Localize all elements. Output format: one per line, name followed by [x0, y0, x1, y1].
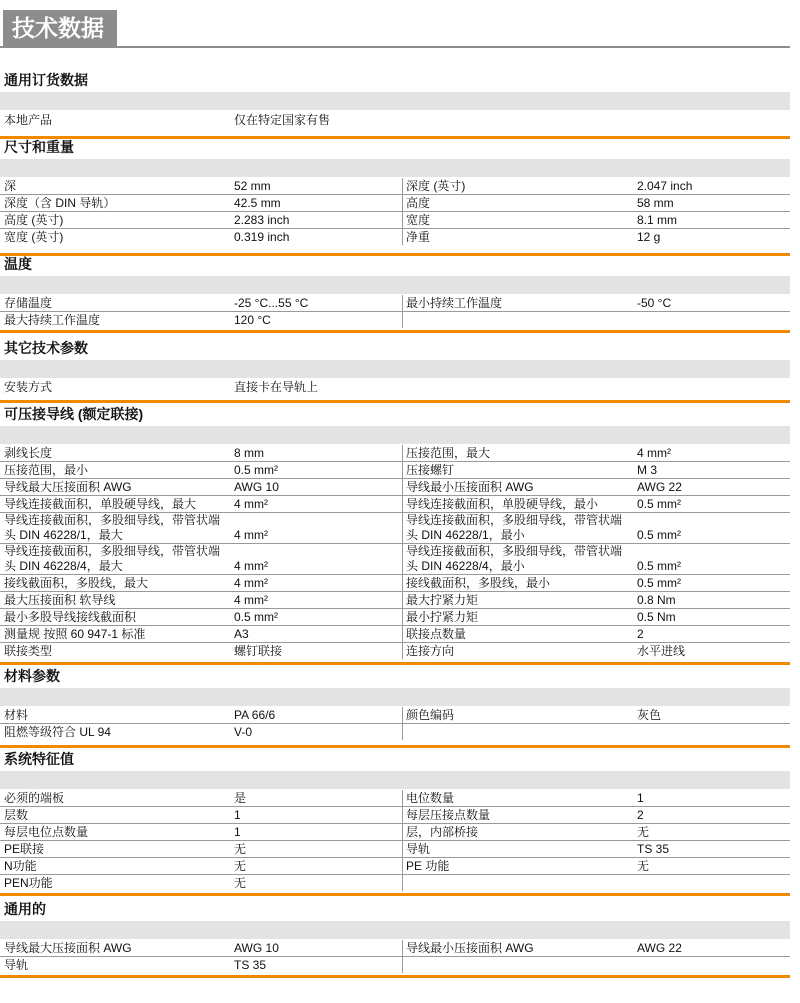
table-row: [0, 707, 790, 724]
spec-value: 120 °C: [234, 313, 271, 327]
column-divider: [402, 875, 403, 891]
column-divider: [402, 609, 403, 625]
spec-label: PE联接: [4, 842, 45, 856]
table-row: [0, 111, 790, 128]
spec-label: 最小持续工作温度: [406, 296, 503, 310]
spec-label: 最大压接面积 软导线: [4, 593, 116, 607]
spec-label: 接线截面积，多股线，最小: [406, 576, 551, 590]
spec-value: 无: [637, 825, 650, 839]
spec-label: 导线连接截面积，单股硬导线，最小: [406, 497, 599, 511]
spec-value: 52 mm: [234, 179, 271, 193]
section-title: 系统特征值: [4, 751, 74, 767]
spec-label: 颜色编码: [406, 708, 455, 722]
table-row: [0, 496, 790, 513]
section-rows: [0, 790, 790, 891]
section-band: [0, 688, 790, 706]
spec-label: 最大持续工作温度: [4, 313, 101, 327]
column-divider: [402, 592, 403, 608]
spec-value: 2: [637, 808, 644, 822]
spec-value: 无: [234, 859, 247, 873]
spec-label: 联接类型: [4, 644, 53, 658]
spec-value: 是: [234, 791, 247, 805]
column-divider: [402, 858, 403, 874]
column-divider: [402, 957, 403, 973]
table-row: [0, 379, 790, 395]
column-divider: [402, 445, 403, 461]
section-title: 材料参数: [4, 668, 60, 684]
column-divider: [402, 178, 403, 194]
table-row: [0, 513, 790, 544]
spec-value: TS 35: [637, 842, 670, 856]
spec-value: 0.5 mm²: [637, 576, 682, 590]
column-divider: [402, 462, 403, 478]
spec-value: 0.5 mm²: [234, 463, 279, 477]
section-rows: [0, 445, 790, 659]
spec-value: 4 mm²: [234, 559, 268, 573]
section-band: [0, 276, 790, 294]
page-title: 技术数据: [3, 10, 117, 46]
table-row: [0, 195, 790, 212]
table-row: [0, 312, 790, 328]
spec-value: 58 mm: [637, 196, 674, 210]
spec-label: 每层电位点数量: [4, 825, 89, 839]
column-divider: [402, 575, 403, 591]
table-row: [0, 626, 790, 643]
section-title: 其它技术参数: [4, 340, 88, 356]
spec-label: 净重: [406, 230, 431, 244]
spec-label: 深: [4, 179, 17, 193]
spec-label: 必须的端板: [4, 791, 65, 805]
spec-value: AWG 10: [234, 480, 279, 494]
spec-value: 4 mm²: [234, 497, 268, 511]
spec-value: 无: [637, 859, 650, 873]
table-row: [0, 940, 790, 957]
section-divider: [0, 400, 790, 403]
spec-label: 宽度 (英寸): [4, 230, 64, 244]
column-divider: [402, 707, 403, 723]
spec-value: 0.5 Nm: [637, 610, 676, 624]
spec-value: 水平进线: [637, 644, 686, 658]
spec-value: 4 mm²: [234, 528, 268, 542]
section-rows: [0, 178, 790, 245]
column-divider: [402, 195, 403, 211]
spec-value: 0.5 mm²: [637, 528, 682, 542]
spec-value: AWG 22: [637, 480, 682, 494]
spec-label: 导线最大压接面积 AWG: [4, 480, 132, 494]
column-divider: [402, 479, 403, 495]
spec-value: 无: [234, 842, 247, 856]
table-row: [0, 824, 790, 841]
spec-value: 0.319 inch: [234, 230, 290, 244]
spec-label: 存储温度: [4, 296, 53, 310]
spec-label: 导轨: [406, 842, 431, 856]
spec-label: 本地产品: [4, 113, 53, 127]
spec-value: 1: [234, 825, 241, 839]
spec-label: 测量规 按照 60 947-1 标准: [4, 627, 146, 641]
section-title: 通用订货数据: [4, 72, 88, 88]
spec-value: TS 35: [234, 958, 267, 972]
table-row: [0, 790, 790, 807]
spec-value: 0.5 mm²: [234, 610, 279, 624]
title-bar: [0, 10, 790, 48]
spec-label: N功能: [4, 859, 37, 873]
spec-value: 2.283 inch: [234, 213, 290, 227]
section-divider: [0, 975, 790, 978]
section-rows: [0, 707, 790, 740]
column-divider: [402, 312, 403, 328]
spec-label: 深度 (英寸): [406, 179, 466, 193]
spec-label: 连接方向: [406, 644, 455, 658]
section-band: [0, 159, 790, 177]
spec-label: 剥线长度: [4, 446, 53, 460]
spec-value: 4 mm²: [234, 593, 268, 607]
section-title: 可压接导线 (额定联接): [4, 406, 144, 422]
spec-value: 8 mm: [234, 446, 264, 460]
spec-value: 4 mm²: [637, 446, 671, 460]
column-divider: [402, 229, 403, 245]
column-divider: [402, 513, 403, 543]
spec-value: PA 66/6: [234, 708, 276, 722]
section-band: [0, 921, 790, 939]
spec-value: 2: [637, 627, 644, 641]
spec-label: 导轨: [4, 958, 29, 972]
section-divider: [0, 330, 790, 333]
section-rows: [0, 379, 790, 395]
spec-value: 仅在特定国家有售: [234, 113, 331, 127]
spec-value: 0.8 Nm: [637, 593, 676, 607]
column-divider: [402, 496, 403, 512]
table-row: [0, 841, 790, 858]
spec-value: AWG 10: [234, 941, 279, 955]
spec-label: 深度（含 DIN 导轨）: [4, 196, 116, 210]
table-row: [0, 858, 790, 875]
section-band: [0, 92, 790, 110]
column-divider: [402, 295, 403, 311]
section-band: [0, 360, 790, 378]
table-row: [0, 544, 790, 575]
spec-value: 灰色: [637, 708, 662, 722]
spec-value: 0.5 mm²: [637, 559, 682, 573]
spec-label: 导线连接截面积，多股细导线，带管状端 头 DIN 46228/1，最小: [406, 513, 623, 542]
column-divider: [402, 544, 403, 574]
spec-label: 压接范围，最小: [4, 463, 89, 477]
spec-label: 接线截面积，多股线，最大: [4, 576, 149, 590]
table-row: [0, 479, 790, 496]
table-row: [0, 807, 790, 824]
spec-value: 12 g: [637, 230, 661, 244]
spec-value: A3: [234, 627, 249, 641]
section-title: 温度: [4, 256, 32, 272]
table-row: [0, 212, 790, 229]
spec-label: 层，内部桥接: [406, 825, 479, 839]
spec-label: 导线连接截面积，多股细导线，带管状端 头 DIN 46228/4，最小: [406, 544, 623, 573]
spec-label: 电位数量: [406, 791, 455, 805]
table-row: [0, 875, 790, 891]
column-divider: [402, 724, 403, 740]
spec-label: 联接点数量: [406, 627, 467, 641]
spec-label: 高度: [406, 196, 431, 210]
spec-value: 螺钉联接: [234, 644, 283, 658]
column-divider: [402, 940, 403, 956]
spec-label: 每层压接点数量: [406, 808, 491, 822]
section-divider: [0, 893, 790, 896]
spec-value: 42.5 mm: [234, 196, 281, 210]
spec-label: 导线最小压接面积 AWG: [406, 941, 534, 955]
column-divider: [402, 807, 403, 823]
column-divider: [402, 841, 403, 857]
section-divider: [0, 136, 790, 139]
table-row: [0, 445, 790, 462]
table-row: [0, 592, 790, 609]
table-row: [0, 575, 790, 592]
column-divider: [402, 824, 403, 840]
spec-value: -25 °C...55 °C: [234, 296, 309, 310]
table-row: [0, 724, 790, 740]
spec-label: 最大拧紧力矩: [406, 593, 479, 607]
spec-label: 最小拧紧力矩: [406, 610, 479, 624]
spec-value: 1: [637, 791, 644, 805]
spec-value: 直接卡在导轨上: [234, 380, 319, 394]
spec-label: 导线最小压接面积 AWG: [406, 480, 534, 494]
section-rows: [0, 940, 790, 973]
table-row: [0, 178, 790, 195]
column-divider: [402, 626, 403, 642]
spec-value: AWG 22: [637, 941, 682, 955]
section-rows: [0, 295, 790, 328]
spec-label: 材料: [4, 708, 29, 722]
spec-label: 安装方式: [4, 380, 53, 394]
spec-value: 无: [234, 876, 247, 890]
section-band: [0, 771, 790, 789]
spec-label: PE 功能: [406, 859, 450, 873]
column-divider: [402, 643, 403, 659]
table-row: [0, 643, 790, 659]
section-title: 尺寸和重量: [4, 139, 74, 155]
spec-label: 阻燃等级符合 UL 94: [4, 725, 111, 739]
spec-label: 高度 (英寸): [4, 213, 64, 227]
spec-label: 最小多股导线接线截面积: [4, 610, 137, 624]
table-row: [0, 295, 790, 312]
column-divider: [402, 790, 403, 806]
spec-label: 宽度: [406, 213, 431, 227]
table-row: [0, 462, 790, 479]
spec-label: 导线最大压接面积 AWG: [4, 941, 132, 955]
spec-value: -50 °C: [637, 296, 672, 310]
spec-value: 8.1 mm: [637, 213, 678, 227]
spec-value: V-0: [234, 725, 253, 739]
spec-label: 压接螺钉: [406, 463, 455, 477]
spec-label: PEN功能: [4, 876, 53, 890]
section-rows: [0, 111, 790, 128]
spec-label: 导线连接截面积，多股细导线，带管状端 头 DIN 46228/1，最大: [4, 513, 221, 542]
spec-value: 1: [234, 808, 241, 822]
table-row: [0, 957, 790, 973]
spec-value: 0.5 mm²: [637, 497, 682, 511]
spec-label: 压接范围，最大: [406, 446, 491, 460]
spec-label: 导线连接截面积，单股硬导线，最大: [4, 497, 197, 511]
column-divider: [402, 212, 403, 228]
section-divider: [0, 253, 790, 256]
spec-value: 4 mm²: [234, 576, 268, 590]
spec-label: 层数: [4, 808, 29, 822]
section-title: 通用的: [4, 901, 46, 917]
spec-value: 2.047 inch: [637, 179, 693, 193]
section-divider: [0, 745, 790, 748]
spec-value: M 3: [637, 463, 658, 477]
table-row: [0, 609, 790, 626]
section-band: [0, 426, 790, 444]
section-divider: [0, 662, 790, 665]
spec-label: 导线连接截面积，多股细导线，带管状端 头 DIN 46228/4，最大: [4, 544, 221, 573]
table-row: [0, 229, 790, 245]
